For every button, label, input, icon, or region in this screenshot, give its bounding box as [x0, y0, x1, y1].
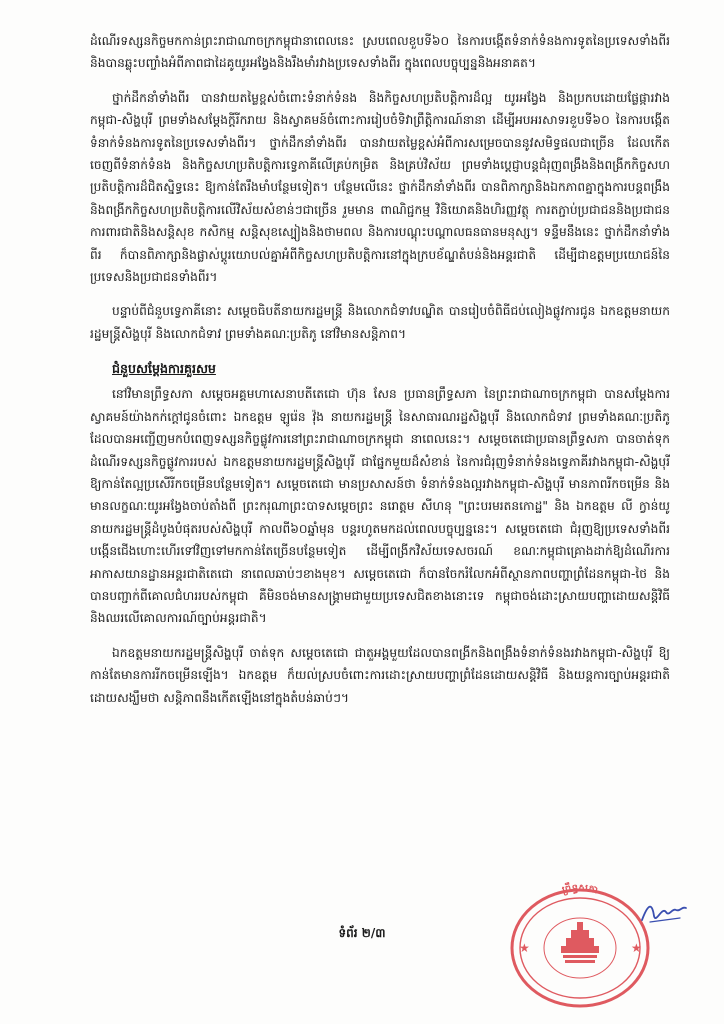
- section-paragraph-2: ឯកឧត្តមនាយករដ្ឋមន្ត្រីសិង្ហបុរី ចាត់ទុក សម្តេចតេជោ ជាតួអង្គមួយដែលបានពង្រីកនិងពង្រឹងទំនាក់ទំនងរវាងកម្ពុជា-សិង្ហបុរី ឱ្យកាន់តែមានការរីកចម្រើនឡើង។ ឯកឧត្តម ក៏យល់ស្របចំពោះការដោះស្រាយបញ្ហាព្រំដែនដោយសន្តិវិធី និងយន្តការច្បាប់អន្តរជាតិ ដោយសង្ឃឹមថា សន្តិភាពនឹងកើតឡើងនៅក្នុងតំបន់ឆាប់ៗ។: [90, 645, 670, 705]
- paragraph-3: បន្ទាប់ពីជំនួបទ្វេភាគីនោះ សម្តេចធិបតីនាយករដ្ឋមន្ត្រី និងលោកជំទាវបណ្ឌិត បានរៀបចំពិធីជប់លៀងផ្លូវការជូន ឯកឧត្តមនាយករដ្ឋមន្ត្រីសិង្ហបុរី និងលោកជំទាវ ព្រមទាំងគណៈប្រតិភូ នៅវិមានសន្តិភាព។: [90, 304, 670, 341]
- paragraph-2: ថ្នាក់ដឹកនាំទាំងពីរ បានវាយតម្លៃខ្ពស់ចំពោះទំនាក់ទំនង និងកិច្ចសហប្រតិបត្តិការដ៏ល្អ យូរអង្វែង និងប្រកបដោយផ្លែផ្ការវាងកម្ពុជា-សិង្ហបុរី ព្រមទាំងសម្តែងក្តីរីករាយ និងស្វាគមន៍ចំពោះការរៀបចំទិវាព្រឹត្តិការណ៍នានា ដើម្បីអបអរសាទរខួបទី៦០ នៃការបង្កើតទំនាក់ទំនងការទូតនៃប្រទេសទាំងពីរ។ ថ្នាក់ដឹកនាំទាំងពីរ បានវាយតម្លៃខ្ពស់អំពីការសម្រេចបាននូវសមិទ្ធផលជាច្រើន ដែលកើតចេញពីទំនាក់ទំនង និងកិច្ចសហប្រតិបត្តិការទ្វេភាគីលើគ្រប់កម្រិត និងគ្រប់វិស័យ ព្រមទាំងប្តេជ្ញាបន្តជំរុញពង្រឹងនិងពង្រីកកិច្ចសហប្រតិបត្តិការដ៏ជិតស្និទ្ធនេះ ឱ្យកាន់តែរឹងមាំបន្ថែមទៀត។ បន្ថែមលើនេះ ថ្នាក់ដឹកនាំទាំងពីរ បានពិភាក្សានិងឯកភាពគ្នាក្នុងការបន្តពង្រឹង និងពង្រីកកិច្ចសហប្រតិបត្តិការលើវិស័យសំខាន់ៗជាច្រើន រួមមាន ពាណិជ្ជកម្ម វិនិយោគនិងហិរញ្ញវត្ថុ ការតភ្ជាប់ប្រជាជននិងប្រជាជន ការពារជាតិនិងសន្តិសុខ កសិកម្ម សន្តិសុខស្បៀងនិងថាមពល និងការបណ្តុះបណ្តាលធនធានមនុស្ស។ ទន្ទឹមនឹងនេះ ថ្នាក់ដឹកនាំទាំងពីរ ក៏បានពិភាក្សានិងផ្លាស់ប្តូរយោបល់គ្នាអំពីកិច្ចសហប្រតិបត្តិការនៅក្នុងក្របខ័ណ្ឌតំបន់និងអន្តរជាតិ ដើម្បីជាឧត្តមប្រយោជន៍នៃប្រទេសនិងប្រជាជនទាំងពីរ។: [90, 90, 670, 285]
- official-seal-stamp: [505, 880, 655, 1010]
- svg-text:★: ★: [631, 941, 642, 955]
- svg-text:★: ★: [519, 941, 530, 955]
- seal-emblem: [561, 922, 599, 963]
- document-body: [90, 30, 670, 721]
- signature-mark: [638, 898, 690, 928]
- section-heading: ជំនួបសម្តែងការគួរសម: [112, 361, 216, 377]
- page-number: ទំព័រ ២/៣: [338, 926, 386, 940]
- paragraph-1: ដំណើរទស្សនកិច្ចមកកាន់ព្រះរាជាណាចក្រកម្ពុជានាពេលនេះ ស្របពេលខួបទី៦០ នៃការបង្កើតទំនាក់ទំនងការទូតនៃប្រទេសទាំងពីរ និងបានឆ្លុះបញ្ចាំងអំពីភាពជាដៃគូយូរអង្វែងនិងរឹងមាំរវាងប្រទេសទាំងពីរ ក្នុងពេលបច្ចុប្បន្ននិងអនាគត។: [90, 34, 670, 71]
- seal-text: ព្រឹទ្ធសភា: [561, 882, 599, 897]
- section-paragraph-1: នៅវិមានព្រឹទ្ធសភា សម្តេចអគ្គមហាសេនាបតីតេជោ ហ៊ុន សែន ប្រធានព្រឹទ្ធសភា នៃព្រះរាជាណាចក្រកម្ពុជា បានសម្តែងការស្វាគមន៍យ៉ាងកក់ក្តៅជូនចំពោះ ឯកឧត្តម ឡូរ៉េន វ៉ុង នាយករដ្ឋមន្ត្រី នៃសាធារណរដ្ឋសិង្ហបុរី និងលោកជំទាវ ព្រមទាំងគណៈប្រតិភូ ដែលបានអញ្ជើញមកបំពេញទស្សនកិច្ចផ្លូវការនៅព្រះរាជាណាចក្រកម្ពុជា នាពេលនេះ។ សម្តេចតេជោប្រធានព្រឹទ្ធសភា បានចាត់ទុកដំណើរទស្សនកិច្ចផ្លូវការរបស់ ឯកឧត្តមនាយករដ្ឋមន្ត្រីសិង្ហបុរី ជាផ្នែកមួយដ៏សំខាន់ នៃការជំរុញទំនាក់ទំនងទ្វេភាគីរវាងកម្ពុជា-សិង្ហបុរី ឱ្យកាន់តែល្អប្រសើរីកចម្រើនបន្ថែមទៀត។ សម្តេចតេជោ មានប្រសាសន៍ថា ទំនាក់ទំនងល្អរវាងកម្ពុជា-សិង្ហបុរី មានភាពរីកចម្រើន និងមានលក្ខណៈយូរអង្វែងចាប់តាំងពី ព្រះករុណាព្រះបាទសម្តេចព្រះ នរោត្តម សីហនុ "ព្រះបរមរតនកោដ្ឋ" និង ឯកឧត្តម លី ក្វាន់យូ នាយករដ្ឋមន្ត្រីដំបូងបំផុតរបស់សិង្ហបុរី កាលពី៦០ឆ្នាំមុន បន្តរហូតមកដល់ពេលបច្ចុប្បន្ននេះ។ សម្តេចតេជោ ជំរុញឱ្យប្រទេសទាំងពីរបង្កើនជើងហោះហើរទៅវិញទៅមកកាន់តែច្រើនបន្ថែមទៀត ដើម្បីពង្រីកវិស័យទេសចរណ៍ ខណៈកម្ពុជាគ្រោងដាក់ឱ្យដំណើរការអាកាសយានដ្ឋានអន្តរជាតិតេជោ នាពេលឆាប់ៗខាងមុខ។ សម្តេចតេជោ ក៏បានចែករំលែកអំពីស្ថានភាពបញ្ហាព្រំដែនកម្ពុជា-ថៃ និងបានបញ្ជាក់ពីគោលជំហររបស់កម្ពុជា គឺមិនចង់មានសង្គ្រាមជាមួយប្រទេសជិតខាងនោះទេ កម្ពុជាចង់ដោះស្រាយបញ្ហាដោយសន្តិវិធី និងឈរលើគោលការណ៍ច្បាប់អន្តរជាតិ។: [90, 387, 670, 626]
